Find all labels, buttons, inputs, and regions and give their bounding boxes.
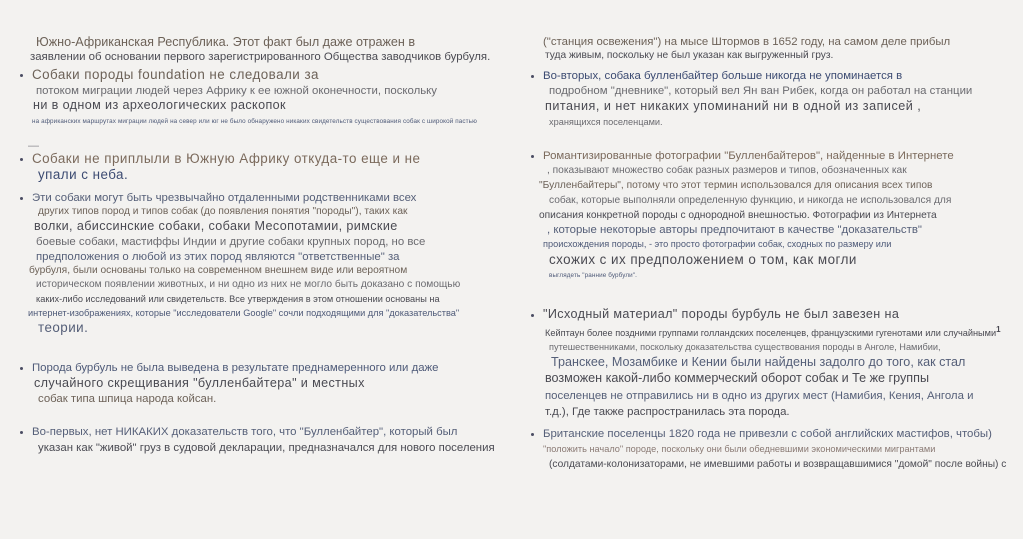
bullet-first-line	[32, 68, 512, 82]
bullet-item-foundation-dogs	[32, 68, 512, 125]
text-line-content: Кейптаун более поздними группами голландских поселенцев, французскими гугенотами или случайными	[545, 328, 997, 339]
paragraph-intro	[30, 35, 506, 64]
text-line: Эти собаки могут быть чрезвычайно отдаленными родственниками всех	[32, 192, 417, 204]
text-line: указан как "живой" груз в судовой декларации, предназначался для нового поселения	[38, 442, 495, 455]
bullet-item-british-settlers	[543, 428, 1023, 471]
text-line: историческом появлении животных, и ни одно из них не могло быть доказано с помощью	[36, 279, 461, 291]
text-line: "Исходный материал" породы бурбуль не был завезен на	[543, 307, 900, 321]
text-line: собак, которые выполняли определенную функцию, и никогда не использовался для	[549, 194, 952, 206]
text-line: , которые некоторые авторы предпочитают в качестве "доказательств"	[547, 224, 922, 237]
text-line: схожих с их предположением о том, как могли	[549, 252, 857, 268]
text-line: хранящихся поселенцами.	[549, 116, 663, 127]
bullet-first-line	[32, 192, 517, 204]
text-line: туда живым, поскольку не был указан как выгруженный груз.	[545, 50, 834, 62]
text-line: потоком миграции людей через Африку к ее южной оконечности, поскольку	[36, 85, 437, 98]
right-text-column	[511, 0, 1023, 539]
bullet-first-line	[32, 152, 512, 166]
text-line: подробном "дневнике", который вел Ян ван Рибек, когда он работал на станции	[549, 85, 973, 98]
bullet-dot-icon	[531, 75, 534, 78]
text-line: ни в одном из археологических раскопок	[33, 98, 286, 113]
bullet-item-not-bred	[32, 362, 512, 406]
bullet-dot-icon	[20, 197, 23, 200]
bullet-dot-icon	[531, 314, 534, 317]
text-line: питания, и нет никаких упоминаний ни в одной из записей ,	[545, 99, 922, 114]
text-line: предположения о любой из этих пород являются "ответственные" за	[36, 251, 400, 264]
text-line: заявлении об основании первого зарегистрированного Общества заводчиков бурбуля.	[30, 51, 491, 64]
stray-dash-mark: —	[28, 140, 39, 152]
bullet-first-line	[543, 308, 1023, 321]
text-line-small: выглядеть "ранние бурбули".	[549, 272, 638, 280]
text-line: интернет-изображениях, которые "исследователи Google" сочли подходящими для "доказательства"	[28, 307, 460, 318]
text-line: "положить начало" породе, поскольку они были обедневшими экономическими мигрантами	[543, 444, 936, 455]
text-line: (солдатами-колонизаторами, не имевшими работы и возвращавшимися "домой" после войны) с	[549, 458, 1007, 470]
text-line: других типов пород и типов собак (до появления понятия "породы"), таких как	[38, 206, 408, 218]
bullet-dot-icon	[20, 431, 23, 434]
text-line: каких-либо исследований или свидетельств. Все утверждения в этом отношении основаны на	[36, 294, 440, 305]
text-line: , показывают множество собак разных размеров и типов, обозначенных как	[547, 165, 907, 177]
text-line: Собаки породы foundation не следовали за	[32, 67, 319, 82]
text-line-small: на африканских маршрутах миграции людей на север или юг не было обнаружено никаких свидетельств существования собак с широкой пастью	[32, 117, 477, 125]
text-line	[545, 326, 1023, 339]
left-text-column	[0, 0, 511, 539]
text-line: путешественниками, поскольку доказательства существования породы в Анголе, Намибии,	[549, 342, 941, 353]
text-line: происхождения породы, - это просто фотографии собак, сходных по размеру или	[543, 239, 892, 250]
text-line: Порода бурбуль не была выведена в результате преднамеренного или даже	[32, 362, 439, 374]
text-line: Южно-Африканская Республика. Этот факт был даже отражен в	[36, 35, 416, 49]
text-line: поселенцев не отправились ни в одно из других мест (Намибия, Кения, Ангола и	[545, 389, 974, 402]
text-line: бурбуля, были основаны только на современном внешнем виде или вероятном	[29, 265, 408, 277]
text-line: Транскее, Мозамбике и Кении были найдены задолго до того, как стал	[551, 354, 966, 369]
text-line: "Булленбайтеры", потому что этот термин использовался для описания всех типов	[539, 179, 933, 191]
text-line: Романтизированные фотографии "Булленбайтеров", найденные в Интернете	[543, 150, 954, 162]
text-line: случайного скрещивания "булленбайтера" и местных	[34, 376, 365, 391]
text-line: ("станция освежения") на мысе Штормов в 1652 году, на самом деле прибыл	[543, 36, 951, 48]
text-line: Во-первых, нет НИКАКИХ доказательств того, что "Булленбайтер", который был	[32, 426, 458, 438]
text-line: Британские поселенцы 1820 года не привезли с собой английских мастифов, чтобы)	[543, 428, 992, 440]
text-line: возможен какой-либо коммерческий оборот собак и Те же группы	[545, 371, 929, 386]
text-line: боевые собаки, мастиффы Индии и другие собаки крупных пород, но все	[36, 236, 426, 249]
text-line: описания конкретной породы с однородной внешностью. Фотографии из Интернета	[539, 209, 937, 221]
bullet-dot-icon	[20, 74, 23, 77]
bullet-dot-icon	[20, 158, 23, 161]
footnote-marker: 1	[996, 325, 1001, 335]
bullet-item-romanticized-photos	[539, 150, 1023, 280]
bullet-first-line	[32, 426, 517, 438]
bullet-dot-icon	[531, 155, 534, 158]
bullet-first-line	[32, 362, 512, 374]
text-line: Во-вторых, собака булленбайтер больше никогда не упоминается в	[543, 70, 903, 82]
text-line: Собаки не приплыли в Южную Африку откуда-то еще и не	[32, 151, 421, 166]
bullet-item-not-sailed	[32, 152, 512, 182]
text-line: собак типа шпица народа койсан.	[38, 393, 217, 406]
text-line: упали с неба.	[38, 167, 129, 183]
paragraph-refreshment-station	[543, 36, 1023, 62]
text-line: т.д.), Где также распространилась эта порода.	[545, 405, 790, 418]
bullet-first-line	[543, 428, 1023, 440]
text-line: теории.	[38, 319, 89, 335]
text-line: волки, абиссинские собаки, собаки Месопотамии, римские	[34, 218, 398, 233]
bullet-item-firstly	[32, 426, 517, 454]
bullet-first-line	[543, 70, 1023, 82]
bullet-item-secondly	[543, 70, 1023, 127]
bullet-item-distant-relatives	[28, 192, 517, 335]
bullet-dot-icon	[531, 433, 534, 436]
bullet-first-line	[543, 150, 1023, 162]
bullet-item-source-material	[543, 308, 1023, 418]
bullet-dot-icon	[20, 367, 23, 370]
